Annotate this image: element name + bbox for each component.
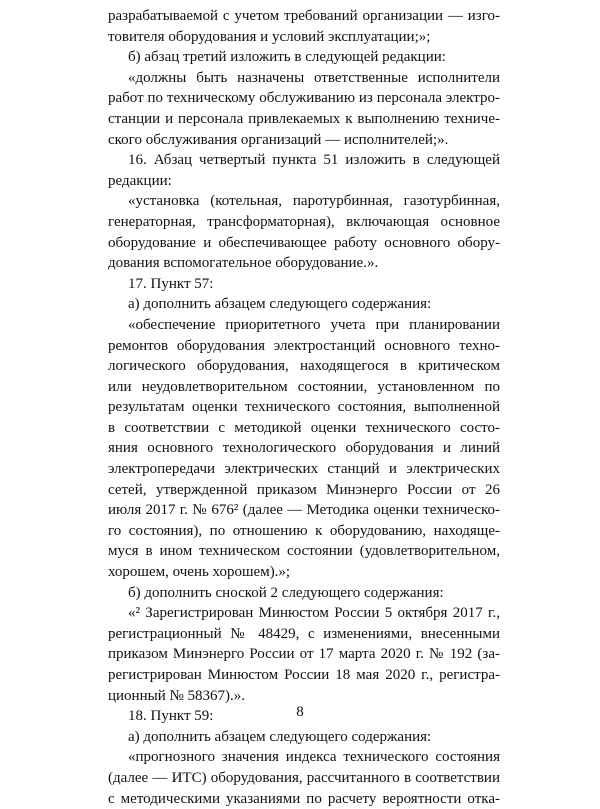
text-line: июля 2017 г. № 676² (далее — Методика оценки техническо- [108,502,500,519]
text-line: «прогнозного значения индекса технического состояния [128,749,500,766]
text-line: ского обслуживания организаций — исполнителей;». [108,131,449,148]
text-line: оборудование и обеспечивающее работу основного обору- [108,234,500,251]
body-text [108,6,500,809]
text-line: результатам оценки технического состояния, выполненной [108,399,500,416]
text-line: «обеспечение приоритетного учета при планировании [128,316,500,333]
text-line: 16. Абзац четвертый пункта 51 изложить в следующей [128,152,500,169]
text-line: логического оборудования, находящегося в критическом [108,358,500,375]
text-line: сетей, утвержденной приказом Минэнерго России от 26 [108,481,500,498]
text-line: разрабатываемой с учетом требований организации — изго- [108,8,500,24]
text-line: или неудовлетворительном состоянии, установленном по [108,378,500,395]
text-line: товителя оборудования и условий эксплуатации;»; [108,28,431,45]
page-number: 8 [296,704,304,720]
text-line: муся в ином техническом состоянии (удовлетворительном, [108,543,500,560]
text-line: 17. Пункт 57: [128,275,214,292]
text-line: хорошем, очень хорошем).»; [108,564,291,581]
text-line: регистрационный № 48429, с изменениями, внесенными [108,625,500,642]
text-line: а) дополнить абзацем следующего содержания: [128,296,432,313]
text-line: «² Зарегистрирован Минюстом России 5 октября 2017 г., [128,605,500,622]
text-line: электропередачи электрических станций и электрических [108,461,500,478]
text-line: яния основного технологического оборудования и линий [108,440,500,457]
text-line: (далее — ИТС) оборудования, рассчитанного в соответствии [108,769,500,786]
text-line: ремонтов оборудования электростанций основного техно- [108,337,500,354]
text-line: б) дополнить сноской 2 следующего содержания: [128,584,444,601]
text-line: 18. Пункт 59: [128,708,214,725]
text-line: дования вспомогательное оборудование.». [108,255,379,272]
text-line: приказом Минэнерго России от 17 марта 2020 г. № 192 (за- [108,646,500,663]
text-line: редакции: [108,172,172,189]
text-line: с методическими указаниями по расчету вероятности отка- [108,790,500,807]
text-line: регистрирован Минюстом России 18 мая 2020 г., регистра- [108,667,500,683]
text-line: в соответствии с методикой оценки технического состо- [108,419,500,436]
text-line: «должны быть назначены ответственные исполнители [128,69,500,86]
text-line: б) абзац третий изложить в следующей редакции: [128,49,446,66]
text-line: работ по техническому обслуживанию из персонала электро- [108,90,500,107]
text-line: го состояния), по отношению к оборудованию, находяще- [108,522,500,539]
text-line: ционный № 58367).». [108,687,246,704]
text-line: генераторная, трансформаторная), включающая основное [108,213,500,230]
text-line: станции и персонала привлекаемых к выполнению техниче- [108,110,500,127]
text-line: «установка (котельная, паротурбинная, газотурбинная, [128,193,500,210]
text-line: а) дополнить абзацем следующего содержания: [128,728,432,745]
